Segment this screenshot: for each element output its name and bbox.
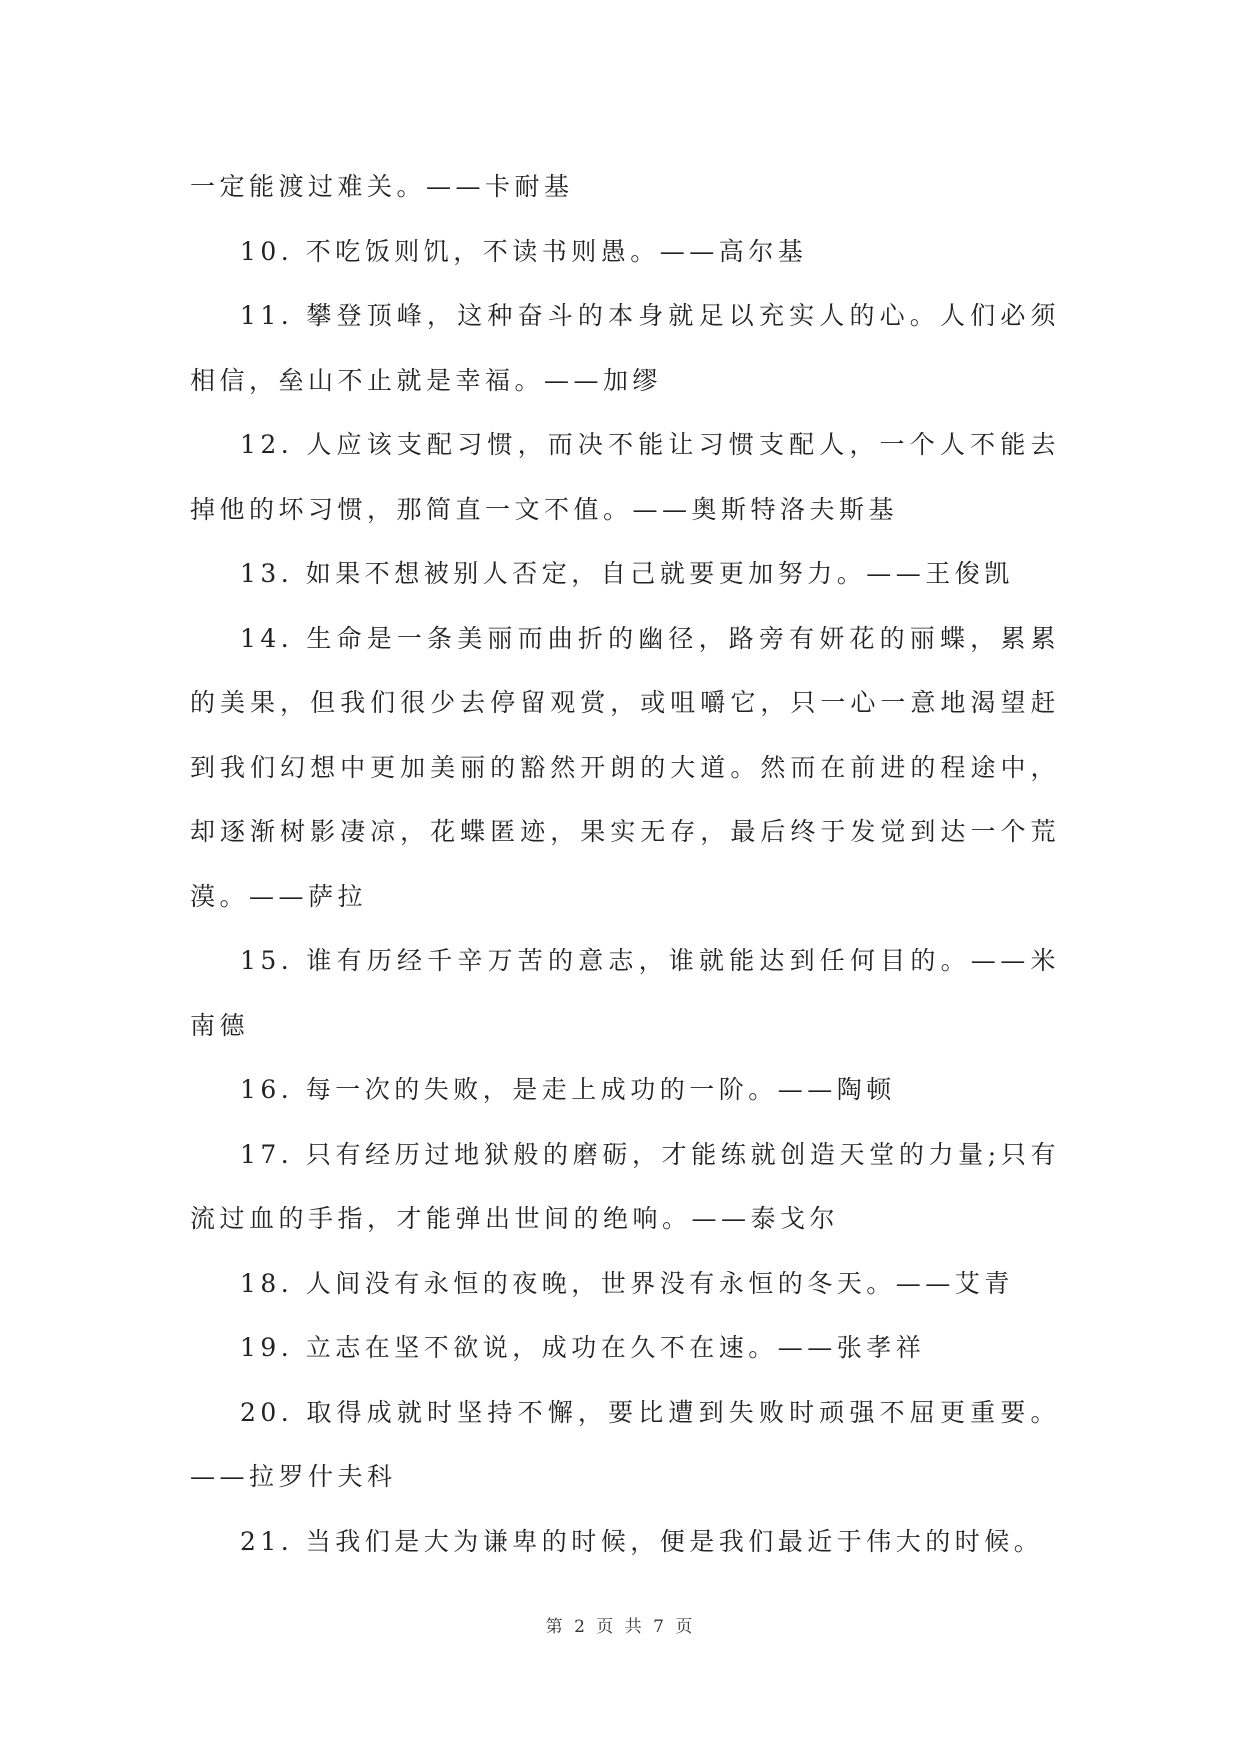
- quote-paragraph: 12. 人应该支配习惯，而决不能让习惯支配人，一个人不能去掉他的坏习惯，那简直一文不值。——奥斯特洛夫斯基: [190, 430, 1060, 524]
- quote-paragraph: 18. 人间没有永恒的夜晚，世界没有永恒的冬天。——艾青: [240, 1268, 1014, 1298]
- quote-paragraph: 16. 每一次的失败，是走上成功的一阶。——陶顿: [240, 1075, 896, 1104]
- quote-paragraph: 14. 生命是一条美丽而曲折的幽径，路旁有妍花的丽蝶，累累的美果，但我们很少去停留观赏，或咀嚼它，只一心一意地渴望赶到我们幻想中更加美丽的豁然开朗的大道。然而在前进的程途中，却逐渐树影凄凉，花蝶匿迹，果实无存，最后终于发觉到达一个荒漠。——萨拉: [190, 623, 1060, 911]
- document-body: [190, 155, 1060, 1574]
- page-number-footer: 第 2 页 共 7 页: [545, 1617, 696, 1637]
- quote-paragraph: 21. 当我们是大为谦卑的时候，便是我们最近于伟大的时候。: [240, 1526, 1044, 1556]
- continuation-paragraph: 一定能渡过难关。——卡耐基: [190, 172, 574, 201]
- quote-paragraph: 13. 如果不想被别人否定，自己就要更加努力。——王俊凯: [240, 559, 1014, 588]
- quote-paragraph: 11. 攀登顶峰，这种奋斗的本身就足以充实人的心。人们必须相信，垒山不止就是幸福。——加缪: [190, 301, 1060, 395]
- quote-paragraph: 15. 谁有历经千辛万苦的意志，谁就能达到任何目的。——米南德: [190, 946, 1060, 1040]
- quote-paragraph: 19. 立志在坚不欲说，成功在久不在速。——张孝祥: [240, 1333, 926, 1362]
- quote-paragraph: 17. 只有经历过地狱般的磨砺，才能练就创造天堂的力量;只有流过血的手指，才能弹出世间的绝响。——泰戈尔: [190, 1139, 1060, 1233]
- quote-paragraph: 10. 不吃饭则饥，不读书则愚。——高尔基: [240, 236, 808, 266]
- quote-paragraph: 20. 取得成就时坚持不懈，要比遭到失败时顽强不屈更重要。——拉罗什夫科: [190, 1397, 1060, 1491]
